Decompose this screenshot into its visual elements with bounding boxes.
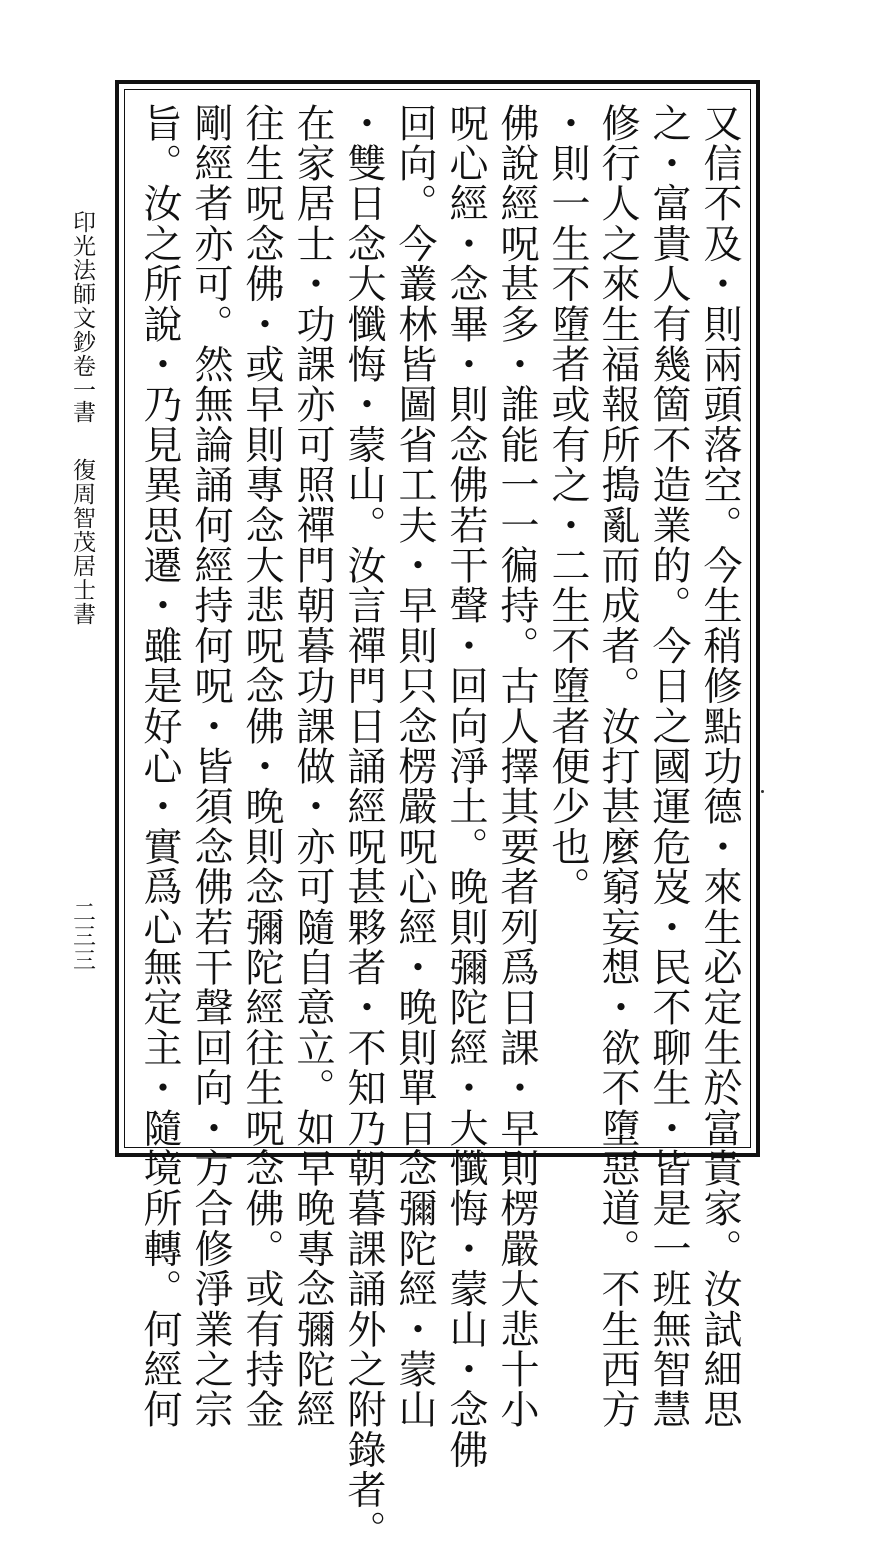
text-column: 回向。今叢林皆圖省工夫・早則只念楞嚴呪心經・晚則單日念彌陀經・蒙山 [392,103,437,1430]
margin-section: 書 [69,400,95,424]
text-column: 又信不及・則兩頭落空。今生稍修點功德・來生必定生於富貴家。汝試細思 [697,103,742,1430]
text-column: ・雙日念大懺悔・蒙山。汝言禪門日誦經呪甚夥者・不知乃朝暮課誦外之附錄者。 [341,103,386,1550]
text-column: 佛說經呪甚多・誰能一一徧持。古人擇其要者列爲日課・早則楞嚴大悲十小 [494,103,539,1430]
text-column: 往生呪念佛・或早則專念大悲呪念佛・晚則念彌陀經往生呪念佛。或有持金 [239,103,284,1430]
text-column: 呪心經・念畢・則念佛若干聲・回向淨土。晚則彌陀經・大懺悔・蒙山・念佛 [443,103,488,1470]
text-column: 修行人之來生福報所搗亂而成者。汝打甚麼窮妄想・欲不墮惡道。不生西方 [595,103,640,1430]
margin-page-number: 二三三 [69,900,95,972]
text-column: 之・富貴人有幾箇不造業的。今日之國運危岌・民不聊生・皆是一班無智慧 [646,103,691,1430]
text-column: ・則一生不墮者或有之・二生不墮者便少也。 [545,103,590,907]
margin-letter-title: 復周智茂居士書 [69,458,95,626]
margin-book-title: 印光法師文鈔卷一 [69,210,95,402]
text-column: 在家居士・功課亦可照禪門朝暮功課做・亦可隨自意立。如早晚專念彌陀經 [290,103,335,1430]
stray-ink-dot [761,790,764,793]
text-column: 旨。汝之所說・乃見異思遷・雖是好心・實爲心無定主・隨境所轉。何經何 [137,103,182,1430]
text-column: 剛經者亦可。然無論誦何經持何呪・皆須念佛若干聲回向・方合修淨業之宗 [188,103,233,1430]
